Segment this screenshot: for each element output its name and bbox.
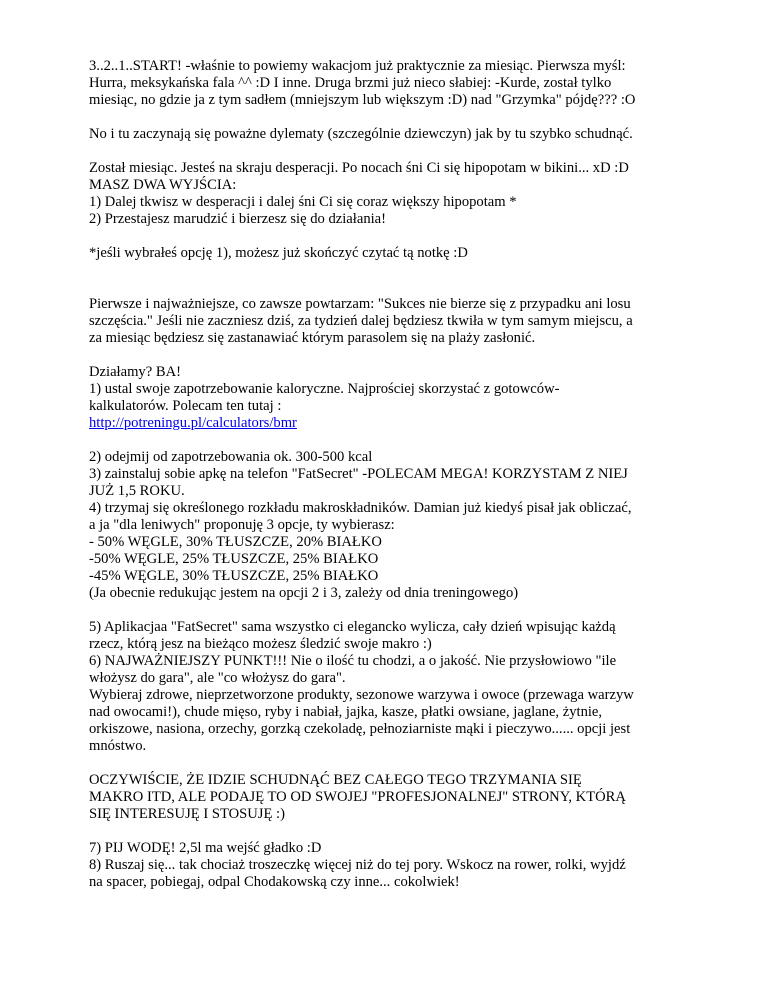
text-line: -50% WĘGLE, 25% TŁUSZCZE, 25% BIAŁKO	[89, 551, 379, 567]
paragraph-steps-start	[89, 364, 689, 432]
calculator-link-line	[89, 415, 689, 432]
text-line: 4) trzymaj się określonego rozkładu makroskładników. Damian już kiedyś pisał jak obliczać,	[89, 500, 632, 516]
text-line: a ja "dla leniwych" proponuję 3 opcje, ty wybierasz:	[89, 517, 395, 533]
text-line: (Ja obecnie redukując jestem na opcji 2 i 3, zależy od dnia treningowego)	[89, 585, 519, 601]
paragraph-intro	[89, 58, 689, 109]
text-line: 7) PIJ WODĘ! 2,5l ma wejść gładko :D	[89, 840, 322, 856]
text-line: 3) zainstaluj sobie apkę na telefon "FatSecret" -POLECAM MEGA! KORZYSTAM Z NIEJ	[89, 466, 628, 482]
text-line: na spacer, pobiegaj, odpal Chodakowską czy inne... cokolwiek!	[89, 874, 460, 890]
text-line: orkiszowe, nasiona, orzechy, gorzką czekoladę, pełnoziarniste mąki i pieczywo...... opcji jest	[89, 721, 631, 737]
text-line: 1) Dalej tkwisz w desperacji i dalej śni Ci się coraz większy hipopotam *	[89, 194, 517, 210]
text-line: *jeśli wybrałeś opcję 1), możesz już skończyć czytać tą notkę :D	[89, 245, 468, 261]
text-line: miesiąc, no gdzie ja z tym sadłem (mniejszym lub większym :D) nad "Grzymka" pójdę??? :O	[89, 92, 636, 108]
text-line: Pierwsze i najważniejsze, co zawsze powtarzam: "Sukces nie bierze się z przypadku ani losu	[89, 296, 631, 312]
text-line: Wybieraj zdrowe, nieprzetworzone produkty, sezonowe warzywa i owoce (przewaga warzyw	[89, 687, 634, 703]
paragraph-footnote	[89, 245, 689, 262]
paragraph-water-exercise	[89, 840, 689, 891]
text-line: OCZYWIŚCIE, ŻE IDZIE SCHUDNĄĆ BEZ CAŁEGO TEGO TRZYMANIA SIĘ	[89, 772, 582, 788]
text-line: MASZ DWA WYJŚCIA:	[89, 177, 237, 193]
text-line: Działamy? BA!	[89, 364, 181, 380]
paragraph-options	[89, 160, 689, 228]
text-line: - 50% WĘGLE, 30% TŁUSZCZE, 20% BIAŁKO	[89, 534, 382, 550]
text-line: za miesiąc będziesz się zastanawiać którym parasolem się na plaży zasłonić.	[89, 330, 536, 346]
paragraph-macros	[89, 449, 689, 602]
calculator-link[interactable]: http://potreningu.pl/calculators/bmr	[89, 415, 297, 431]
text-line: 8) Ruszaj się... tak chociaż troszeczkę więcej niż do tej pory. Wskocz na rower, rolki, wyjdź	[89, 857, 626, 873]
text-line: Hurra, meksykańska fala ^^ :D I inne. Druga brzmi już nieco słabiej: -Kurde, został tylko	[89, 75, 612, 91]
text-line: MAKRO ITD, ALE PODAJĘ TO OD SWOJEJ "PROFESJONALNEJ" STRONY, KTÓRĄ	[89, 789, 626, 805]
text-line: SIĘ INTERESUJĘ I STOSUJĘ :)	[89, 806, 285, 822]
paragraph-dilemma	[89, 126, 689, 143]
document-body	[89, 58, 689, 908]
text-line: 6) NAJWAŻNIEJSZY PUNKT!!! Nie o ilość tu chodzi, a o jakość. Nie przysłowiowo "ile	[89, 653, 617, 669]
text-line: szczęścia." Jeśli nie zaczniesz dziś, za tydzień dalej będziesz tkwiła w tym samym miejscu, a	[89, 313, 633, 329]
text-line: 2) Przestajesz marudzić i bierzesz się do działania!	[89, 211, 387, 227]
paragraph-app-and-food	[89, 619, 689, 755]
text-line: JUŻ 1,5 ROKU.	[89, 483, 185, 499]
text-line: 5) Aplikacjaa "FatSecret" sama wszystko ci elegancko wylicza, cały dzień wpisując każdą	[89, 619, 616, 635]
text-line: -45% WĘGLE, 30% TŁUSZCZE, 25% BIAŁKO	[89, 568, 379, 584]
text-line: mnóstwo.	[89, 738, 147, 754]
text-line: 3..2..1..START! -właśnie to powiemy wakacjom już praktycznie za miesiąc. Pierwsza myśl:	[89, 58, 626, 74]
paragraph-success	[89, 296, 689, 347]
text-line: 2) odejmij od zapotrzebowania ok. 300-500 kcal	[89, 449, 373, 465]
paragraph-disclaimer	[89, 772, 689, 823]
text-line: Został miesiąc. Jesteś na skraju desperacji. Po nocach śni Ci się hipopotam w bikini... xD :D	[89, 160, 629, 176]
text-line: włożysz do gara", ale "co włożysz do gara".	[89, 670, 346, 686]
text-line: 1) ustal swoje zapotrzebowanie kaloryczne. Najprościej skorzystać z gotowców-	[89, 381, 560, 397]
text-line: nad owocami!), chude mięso, ryby i nabiał, jajka, kasze, płatki owsiane, jaglane, żytnie,	[89, 704, 603, 720]
text-line: No i tu zaczynają się poważne dylematy (szczególnie dziewczyn) jak by tu szybko schudnąć.	[89, 126, 633, 142]
text-line: kalkulatorów. Polecam ten tutaj :	[89, 398, 282, 414]
text-line: rzecz, którą jesz na bieżąco możesz śledzić swoje makro :)	[89, 636, 432, 652]
